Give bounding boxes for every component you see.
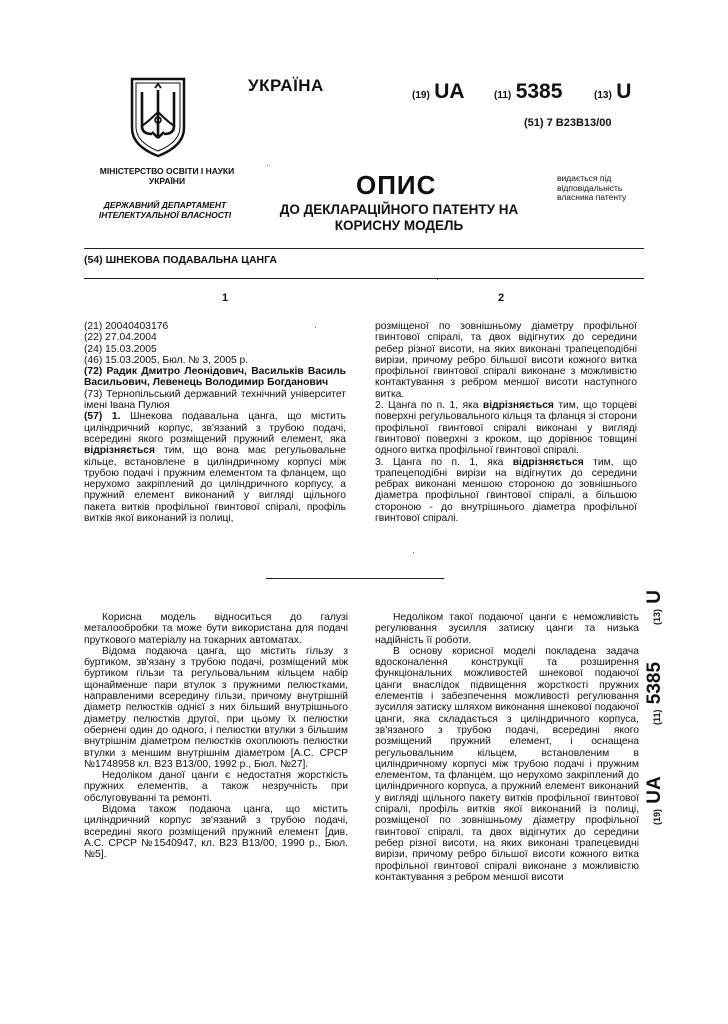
claim2-rest: тим, що торцеві поверхні регульовального кільця та фланця зі сторони профільної гвинтової спіралі виконані у вигляді гвинтової поверхні з кроком, що дорівнює товщині одного витка профільної гвинтової спіралі. <box>375 400 637 457</box>
scan-speck: · <box>266 160 269 170</box>
bibliographic-data <box>84 321 346 524</box>
code19-value: UA <box>434 80 465 103</box>
issued-note: видається під відповідальність власника патенту <box>557 173 627 202</box>
code13-value: U <box>616 80 632 103</box>
vertical-patent-code <box>640 585 672 825</box>
code19 <box>412 80 465 104</box>
column-number-1: 1 <box>222 292 229 304</box>
vertical-code19: (19) UA <box>644 776 665 825</box>
description-paragraph: Відома подаюча цанга, що містить гільзу з буртиком, зв'язану з трубою подачі, розміщений між буртиком гільзи та регульовальним кільцем набір щонайменше пари втулок з пружними пелюстками, направленими всередину гільзи, причому внутрішній діаметр пелюстків однієї з них більший внутрішнього діаметру пелюстків другої, при цьому їх пелюстки обернені один до одного, і пелюстки втулки з більшим внутрішнім діаметром пелюстків охоплюють пелюстки втулки з меншим внутрішнім діаметром [А.С. СРСР №1748958 кл. В23 В13/00, 1992 р., Бюл. №27]. <box>84 645 348 770</box>
field-22: (22) 27.04.2004 <box>84 332 157 344</box>
claim3-rest: тим, що трапецеподібні вирізи на відігнутих до середини ребрах виконані меншою стороною до зовнішнього діаметра профільної гвинтової спіралі, а більшою стороною - до внутрішнього діаметра профільної гвинтової спіралі. <box>375 456 637 525</box>
claim2-bold: відрізняється <box>482 400 554 412</box>
invention-title: (54) ШНЕКОВА ПОДАВАЛЬНА ЦАНГА <box>84 254 277 266</box>
column-number-2: 2 <box>498 292 505 304</box>
claim1-label: (57) 1. <box>84 411 121 423</box>
department-name: ДЕРЖАВНИЙ ДЕПАРТАМЕНТ ІНТЕЛЕКТУАЛЬНОЇ ВЛАСНОСТІ <box>98 200 232 220</box>
ukraine-trident-emblem-icon <box>128 76 188 158</box>
field-21: (21) 20040403176 <box>84 321 169 332</box>
code11 <box>494 80 562 104</box>
code13-label: (13) <box>594 90 612 101</box>
code13 <box>594 80 631 104</box>
field-72: (72) Радик Дмитро Леонідович, Васильків Василь Васильович, Левенець Володимир Богданович <box>84 366 346 389</box>
field-73: (73) Тернопільський державний технічний університет імені Івана Пулюя <box>84 388 346 412</box>
description-paragraph: В основу корисної моделі покладена задача вдосконалення конструкції та розширення функціональних можливостей шнекової подаючої цанги внаслідок підвищення жорсткості пружних елементів і забезпечення можливості регулювання зусилля затиску шляхом виконання шнекової подаючої цанги, яка складається з циліндричного корпуса, зв'язаного з трубою подачі, всередині якого розміщений пружний елемент, і оснащена регульовальним кільцем, встановленим в циліндричному корпусі між трубою подачі і пружним елементом, та фланцем, що нерухомо закріплений до циліндричного корпуса, а пружний елемент виконаний у вигляді щільного пакету витків профільної гвинтової спіралі, профіль витків якої виконаний із полиці, розміщеної по зовнішньому діаметру профільної гвинтової спіралі, та двох відігнутих до середини ребер різної висоти, на яких виконані трапецевидні вирізи, причому ребро більшої висоти кожного витка профільної гвинтової спіралі виконане з можливістю контактування з ребром меншої висоти <box>375 645 639 883</box>
claim1-text: Шнекова подавальна цанга, що містить циліндричний корпус, зв'язаний з трубою подачі, всередині якого розміщений пружний елемент, яка <box>84 411 346 445</box>
vertical-code11: (11) 5385 <box>644 661 665 725</box>
scan-speck: · <box>436 274 439 284</box>
description-paragraph: Недоліком такої подаючої цанги є неможливість регулювання зусилля затиску цанги та низька надійність її роботи. <box>375 612 639 646</box>
field-24: (24) 15.03.2005 <box>84 343 157 355</box>
claim1-bold: відрізняється <box>84 445 156 457</box>
field-46: (46) 15.03.2005, Бюл. № 3, 2005 р. <box>84 354 249 366</box>
claim1-continued: розміщеної по зовнішньому діаметру профільної гвинтової спіралі, та двох відігнутих до середини ребер різної висоти, на яких виконані трапецеподібні вирізи, причому ребро більшої висоти кожного витка профільної гвинтової спіралі виконане з можливістю контактування з ребром меншої висоти наступного витка. <box>375 321 637 400</box>
code11-value: 5385 <box>515 80 563 103</box>
document-subtitle: ДО ДЕКЛАРАЦІЙНОГО ПАТЕНТУ НА КОРИСНУ МОДЕЛЬ <box>279 202 519 233</box>
ministry-name: МІНІСТЕРСТВО ОСВІТИ І НАУКИ УКРАЇНИ <box>99 166 235 186</box>
header-divider <box>84 248 644 249</box>
claim3-bold: відрізняється <box>512 456 584 468</box>
description-left <box>84 612 348 861</box>
description-right <box>375 612 639 883</box>
vertical-code13: (13) U <box>644 589 665 625</box>
scan-speck: · <box>314 322 317 332</box>
title-divider <box>84 278 644 279</box>
description-paragraph: Відома також подаюча цанга, що містить циліндричний корпус зв'язаний з трубою подачі, всередині якого розміщений пружний елемент [див. А.С. СРСР №1540947, кл. В23 В13/00, 1990 р., Бюл. №5]. <box>84 804 348 861</box>
section-divider <box>266 578 444 579</box>
code11-label: (11) <box>494 90 512 101</box>
country-name: УКРАЇНА <box>248 76 324 95</box>
claim3 <box>375 457 637 525</box>
description-paragraph: Недоліком даної цанги є недостатня жорсткість пружних елементів, а також незручність при обслуговуванні та ремонті. <box>84 770 348 804</box>
claims-continued <box>375 321 637 524</box>
claim2 <box>375 400 637 456</box>
code19-label: (19) <box>412 90 430 101</box>
claim3-start: 3. Цанга по п. 1, яка <box>375 456 504 468</box>
scan-speck: · <box>412 547 415 557</box>
document-title: ОПИС <box>356 170 437 200</box>
field-57 <box>84 411 346 524</box>
ipc-classification: (51) 7 B23B13/00 <box>524 117 612 129</box>
description-paragraph: Корисна модель відноситься до галузі металообробки та може бути використана для подачі пруткового матеріалу на токарних автоматах. <box>84 612 348 646</box>
claim1-rest: тим, що вона має регульовальне кільце, встановлене в циліндричному корпусі між трубою подачі і пружним елементом та фланцем, що нерухомо закріплений до циліндричного корпусу, а пружний елемент виконаний у вигляді щільного пакета витків профільної гвинтової спіралі, профіль витків якої виконаний із полиці, <box>84 445 346 525</box>
claim2-start: 2. Цанга по п. 1, яка <box>375 400 479 412</box>
